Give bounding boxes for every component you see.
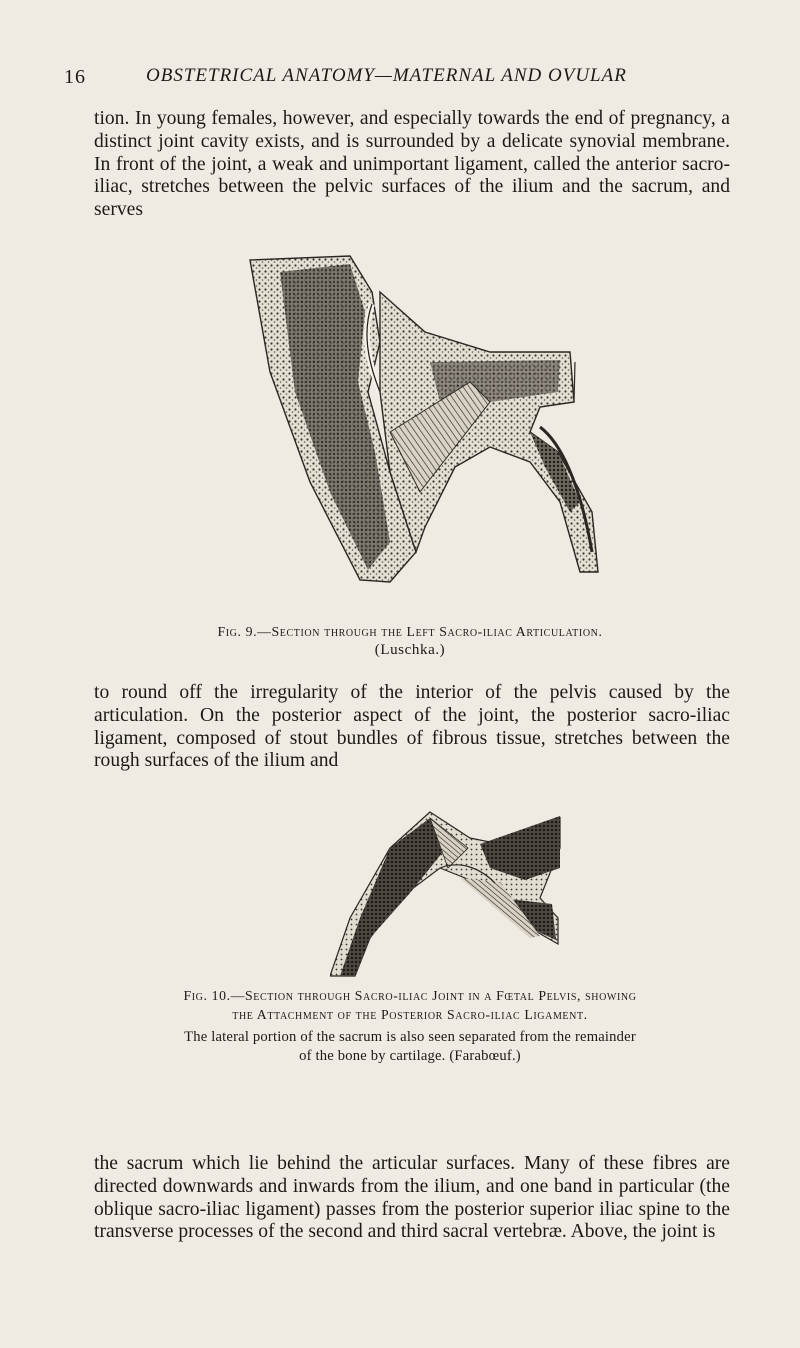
paragraph-1: tion. In young females, however, and especially towards the end of pregnancy, a distinct joint cavity exists, and is surrounded by a delicate synovial membrane. In front of the joint, a weak and unimportant ligament, called the anterior sacro-iliac, stretches between the pelvic surfaces of the ilium and the sacrum, and serves <box>94 108 730 221</box>
paragraph-2: to round off the irregularity of the interior of the pelvis caused by the articulation. On the posterior aspect of the joint, the posterior sacro-iliac ligament, composed of stout bundles of fibrous tissue, stretches between the rough surfaces of the ilium and <box>94 682 730 772</box>
running-title: OBSTETRICAL ANATOMY—MATERNAL AND OVULAR <box>146 65 627 86</box>
paragraph-3: the sacrum which lie behind the articular surfaces. Many of these fibres are directed downwards and inwards from the ilium, and one band in particular (the oblique sacro-iliac ligament) passes from the posterior superior iliac spine to the transverse processes of the second and third sacral vertebræ. Above, the joint is <box>94 1153 730 1243</box>
running-header <box>64 62 718 92</box>
figure-10-caption-title: Fig. 10.—Section through Sacro-iliac Joint in a Fœtal Pelvis, showing <box>183 988 637 1003</box>
figure-9-illustration <box>240 252 612 608</box>
figure-9-caption-title: Fig. 9.—Section through the Left Sacro-iliac Articulation. <box>217 624 603 639</box>
figure-10-note-line2: of the bone by cartilage. (Farabœuf.) <box>299 1048 521 1064</box>
figure-9-caption-source: (Luschka.) <box>374 642 446 658</box>
figure-10-caption-subtitle: the Attachment of the Posterior Sacro-iliac Ligament. <box>232 1007 588 1022</box>
figure-9-caption <box>80 622 740 660</box>
figure-10-note-line1: The lateral portion of the sacrum is also seen separated from the remainder <box>184 1029 636 1045</box>
figure-10-caption <box>80 986 740 1066</box>
page-number: 16 <box>64 66 86 88</box>
figure-10-illustration <box>330 808 570 978</box>
